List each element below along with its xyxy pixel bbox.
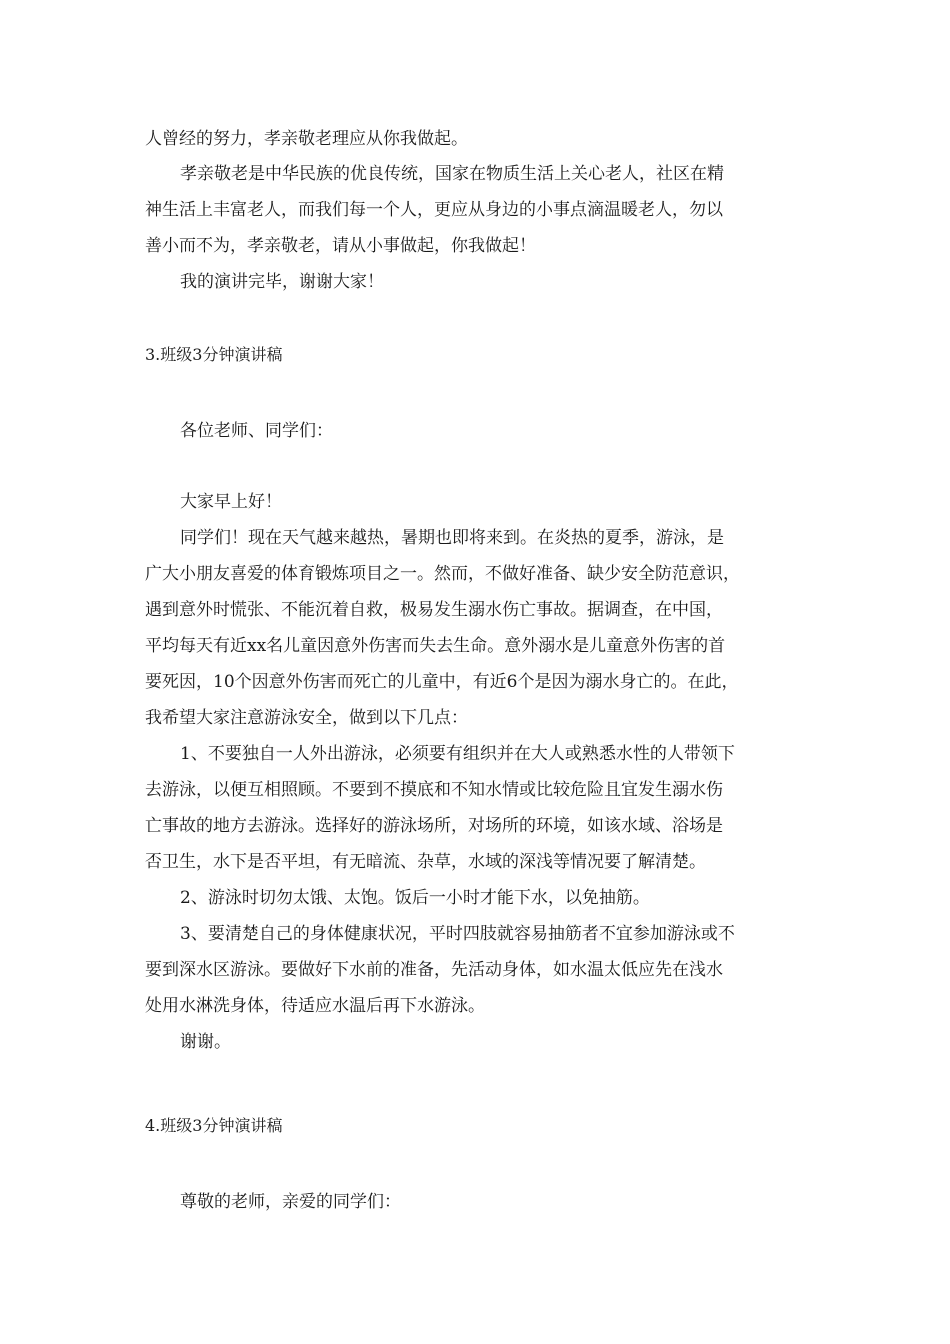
paragraph-line: 神生活上丰富老人，而我们每一个人，更应从身边的小事点滴温暖老人，勿以 — [145, 200, 723, 220]
paragraph-line: 人曾经的努力，孝亲敬老理应从你我做起。 — [145, 129, 468, 149]
section-heading: 4.班级3分钟演讲稿 — [145, 1116, 283, 1135]
closing-line: 谢谢。 — [180, 1032, 231, 1052]
paragraph-line: 否卫生，水下是否平坦，有无暗流、杂草，水域的深浅等情况要了解清楚。 — [145, 852, 706, 872]
paragraph-line: 处用水淋洗身体，待适应水温后再下水游泳。 — [145, 996, 485, 1016]
paragraph-line: 3、要清楚自己的身体健康状况，平时四肢就容易抽筋者不宜参加游泳或不 — [180, 924, 735, 944]
paragraph-line: 孝亲敬老是中华民族的优良传统，国家在物质生活上关心老人，社区在精 — [180, 164, 724, 184]
paragraph-line: 我的演讲完毕，谢谢大家！ — [180, 272, 384, 292]
section-heading: 3.班级3分钟演讲稿 — [145, 345, 283, 364]
paragraph-line: 去游泳，以便互相照顾。不要到不摸底和不知水情或比较危险且宜发生溺水伤 — [145, 780, 723, 800]
salutation: 各位老师、同学们： — [180, 421, 333, 441]
paragraph-line: 要死因，10个因意外伤害而死亡的儿童中，有近6个是因为溺水身亡的。在此， — [145, 672, 739, 692]
paragraph-line: 平均每天有近xx名儿童因意外伤害而失去生命。意外溺水是儿童意外伤害的首 — [145, 636, 726, 656]
paragraph-line: 广大小朋友喜爱的体育锻炼项目之一。然而，不做好准备、缺少安全防范意识， — [145, 564, 740, 584]
paragraph-line: 遇到意外时慌张、不能沉着自救，极易发生溺水伤亡事故。据调查，在中国， — [145, 600, 723, 620]
paragraph-line: 善小而不为，孝亲敬老，请从小事做起，你我做起！ — [145, 236, 536, 256]
paragraph-line: 亡事故的地方去游泳。选择好的游泳场所，对场所的环境，如该水域、浴场是 — [145, 816, 723, 836]
salutation: 尊敬的老师，亲爱的同学们： — [180, 1192, 401, 1212]
paragraph-line: 2、游泳时切勿太饿、太饱。饭后一小时才能下水，以免抽筋。 — [180, 888, 650, 908]
greeting: 大家早上好！ — [180, 492, 282, 512]
paragraph-line: 1、不要独自一人外出游泳，必须要有组织并在大人或熟悉水性的人带领下 — [180, 744, 735, 764]
paragraph-line: 同学们！现在天气越来越热，暑期也即将来到。在炎热的夏季，游泳，是 — [180, 528, 724, 548]
paragraph-line: 我希望大家注意游泳安全，做到以下几点： — [145, 708, 468, 728]
paragraph-line: 要到深水区游泳。要做好下水前的准备，先活动身体，如水温太低应先在浅水 — [145, 960, 723, 980]
